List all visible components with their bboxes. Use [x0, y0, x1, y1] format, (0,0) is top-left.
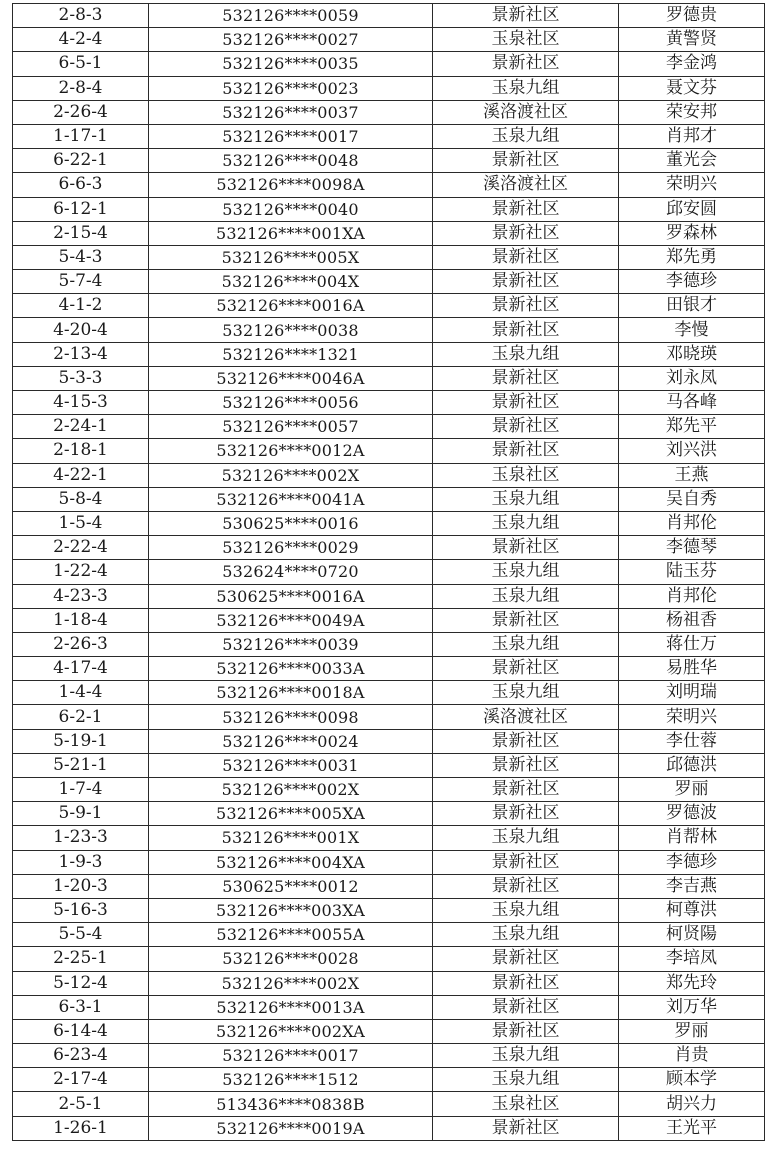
house-number-cell: 5-7-4 — [13, 270, 149, 294]
house-number-cell: 5-8-4 — [13, 487, 149, 511]
community-cell: 溪洛渡社区 — [433, 705, 619, 729]
id-number-cell: 532126****0029 — [149, 536, 433, 560]
table-row — [13, 124, 765, 148]
id-number-cell: 532126****0039 — [149, 632, 433, 656]
community-cell: 玉泉九组 — [433, 1068, 619, 1092]
table-row — [13, 4, 765, 28]
house-number-cell: 6-6-3 — [13, 173, 149, 197]
resident-name-cell: 李德珍 — [619, 270, 765, 294]
id-number-cell: 532126****0098 — [149, 705, 433, 729]
house-number-cell: 1-22-4 — [13, 560, 149, 584]
id-number-cell: 532126****0046A — [149, 366, 433, 390]
id-number-cell: 532126****005X — [149, 245, 433, 269]
house-number-cell: 1-7-4 — [13, 778, 149, 802]
resident-name-cell: 郑先平 — [619, 415, 765, 439]
id-number-cell: 532126****004X — [149, 270, 433, 294]
id-number-cell: 532126****0059 — [149, 4, 433, 28]
table-row — [13, 173, 765, 197]
table-row — [13, 149, 765, 173]
table-row — [13, 1044, 765, 1068]
id-number-cell: 532126****005XA — [149, 802, 433, 826]
id-number-cell: 530625****0012 — [149, 874, 433, 898]
table-row — [13, 608, 765, 632]
house-number-cell: 6-14-4 — [13, 1019, 149, 1043]
community-cell: 玉泉九组 — [433, 342, 619, 366]
id-number-cell: 532126****0055A — [149, 923, 433, 947]
resident-name-cell: 陆玉芬 — [619, 560, 765, 584]
resident-name-cell: 郑先勇 — [619, 245, 765, 269]
resident-name-cell: 刘万华 — [619, 995, 765, 1019]
community-cell: 景新社区 — [433, 270, 619, 294]
community-cell: 玉泉社区 — [433, 463, 619, 487]
community-cell: 玉泉九组 — [433, 584, 619, 608]
id-number-cell: 532126****0037 — [149, 100, 433, 124]
id-number-cell: 532126****004XA — [149, 850, 433, 874]
table-row — [13, 898, 765, 922]
residents-table — [12, 3, 765, 1141]
resident-name-cell: 刘明瑞 — [619, 681, 765, 705]
table-row — [13, 729, 765, 753]
id-number-cell: 532126****0016A — [149, 294, 433, 318]
resident-name-cell: 肖邦伦 — [619, 584, 765, 608]
id-number-cell: 530625****0016 — [149, 511, 433, 535]
table-row — [13, 826, 765, 850]
resident-name-cell: 李慢 — [619, 318, 765, 342]
id-number-cell: 532126****0023 — [149, 76, 433, 100]
id-number-cell: 532126****0048 — [149, 149, 433, 173]
community-cell: 景新社区 — [433, 753, 619, 777]
resident-name-cell: 李德琴 — [619, 536, 765, 560]
table-row — [13, 270, 765, 294]
house-number-cell: 1-23-3 — [13, 826, 149, 850]
id-number-cell: 532126****0049A — [149, 608, 433, 632]
id-number-cell: 532126****1321 — [149, 342, 433, 366]
table-row — [13, 294, 765, 318]
resident-name-cell: 邓晓瑛 — [619, 342, 765, 366]
community-cell: 景新社区 — [433, 415, 619, 439]
table-row — [13, 245, 765, 269]
id-number-cell: 532126****0038 — [149, 318, 433, 342]
id-number-cell: 530625****0016A — [149, 584, 433, 608]
house-number-cell: 1-17-1 — [13, 124, 149, 148]
id-number-cell: 532126****0057 — [149, 415, 433, 439]
resident-name-cell: 罗德贵 — [619, 4, 765, 28]
house-number-cell: 1-5-4 — [13, 511, 149, 535]
community-cell: 玉泉九组 — [433, 1044, 619, 1068]
house-number-cell: 2-22-4 — [13, 536, 149, 560]
house-number-cell: 5-3-3 — [13, 366, 149, 390]
resident-name-cell: 荣明兴 — [619, 173, 765, 197]
house-number-cell: 2-24-1 — [13, 415, 149, 439]
table-row — [13, 705, 765, 729]
table-row — [13, 221, 765, 245]
table-row — [13, 850, 765, 874]
house-number-cell: 4-1-2 — [13, 294, 149, 318]
table-row — [13, 463, 765, 487]
community-cell: 景新社区 — [433, 971, 619, 995]
community-cell: 玉泉九组 — [433, 560, 619, 584]
house-number-cell: 4-23-3 — [13, 584, 149, 608]
house-number-cell: 2-5-1 — [13, 1092, 149, 1116]
community-cell: 玉泉九组 — [433, 826, 619, 850]
id-number-cell: 532126****0017 — [149, 1044, 433, 1068]
house-number-cell: 2-26-3 — [13, 632, 149, 656]
house-number-cell: 5-19-1 — [13, 729, 149, 753]
resident-name-cell: 刘兴洪 — [619, 439, 765, 463]
community-cell: 景新社区 — [433, 366, 619, 390]
community-cell: 溪洛渡社区 — [433, 173, 619, 197]
id-number-cell: 532126****002X — [149, 778, 433, 802]
table-row — [13, 391, 765, 415]
house-number-cell: 5-4-3 — [13, 245, 149, 269]
table-row — [13, 778, 765, 802]
community-cell: 景新社区 — [433, 391, 619, 415]
community-cell: 景新社区 — [433, 149, 619, 173]
house-number-cell: 1-4-4 — [13, 681, 149, 705]
table-row — [13, 439, 765, 463]
resident-name-cell: 易胜华 — [619, 657, 765, 681]
house-number-cell: 4-22-1 — [13, 463, 149, 487]
table-row — [13, 100, 765, 124]
community-cell: 溪洛渡社区 — [433, 100, 619, 124]
resident-name-cell: 马各峰 — [619, 391, 765, 415]
community-cell: 景新社区 — [433, 536, 619, 560]
community-cell: 景新社区 — [433, 318, 619, 342]
community-cell: 景新社区 — [433, 995, 619, 1019]
id-number-cell: 532126****0018A — [149, 681, 433, 705]
community-cell: 景新社区 — [433, 439, 619, 463]
id-number-cell: 532126****0024 — [149, 729, 433, 753]
resident-name-cell: 荣安邦 — [619, 100, 765, 124]
table-row — [13, 995, 765, 1019]
table-row — [13, 947, 765, 971]
house-number-cell: 6-2-1 — [13, 705, 149, 729]
table-row — [13, 366, 765, 390]
community-cell: 玉泉九组 — [433, 76, 619, 100]
table-row — [13, 536, 765, 560]
resident-name-cell: 邱德洪 — [619, 753, 765, 777]
resident-name-cell: 田银才 — [619, 294, 765, 318]
house-number-cell: 5-12-4 — [13, 971, 149, 995]
table-row — [13, 1092, 765, 1116]
house-number-cell: 4-17-4 — [13, 657, 149, 681]
table-row — [13, 342, 765, 366]
table-row — [13, 753, 765, 777]
resident-name-cell: 罗森林 — [619, 221, 765, 245]
id-number-cell: 532126****0019A — [149, 1116, 433, 1140]
resident-name-cell: 肖邦才 — [619, 124, 765, 148]
table-row — [13, 1019, 765, 1043]
id-number-cell: 532126****0041A — [149, 487, 433, 511]
community-cell: 景新社区 — [433, 874, 619, 898]
house-number-cell: 2-8-4 — [13, 76, 149, 100]
community-cell: 玉泉九组 — [433, 923, 619, 947]
resident-name-cell: 李仕蓉 — [619, 729, 765, 753]
resident-name-cell: 肖邦伦 — [619, 511, 765, 535]
community-cell: 景新社区 — [433, 294, 619, 318]
house-number-cell: 4-15-3 — [13, 391, 149, 415]
community-cell: 景新社区 — [433, 729, 619, 753]
community-cell: 景新社区 — [433, 802, 619, 826]
community-cell: 玉泉九组 — [433, 487, 619, 511]
table-row — [13, 657, 765, 681]
house-number-cell: 2-15-4 — [13, 221, 149, 245]
community-cell: 玉泉社区 — [433, 1092, 619, 1116]
id-number-cell: 532126****002XA — [149, 1019, 433, 1043]
table-row — [13, 560, 765, 584]
resident-name-cell: 邱安圆 — [619, 197, 765, 221]
community-cell: 玉泉九组 — [433, 898, 619, 922]
resident-name-cell: 罗丽 — [619, 778, 765, 802]
house-number-cell: 6-5-1 — [13, 52, 149, 76]
table-row — [13, 802, 765, 826]
community-cell: 景新社区 — [433, 778, 619, 802]
house-number-cell: 2-26-4 — [13, 100, 149, 124]
id-number-cell: 532126****0017 — [149, 124, 433, 148]
id-number-cell: 532126****0031 — [149, 753, 433, 777]
resident-name-cell: 蒋仕万 — [619, 632, 765, 656]
table-row — [13, 1068, 765, 1092]
house-number-cell: 6-3-1 — [13, 995, 149, 1019]
house-number-cell: 1-18-4 — [13, 608, 149, 632]
table-row — [13, 28, 765, 52]
house-number-cell: 6-12-1 — [13, 197, 149, 221]
house-number-cell: 1-9-3 — [13, 850, 149, 874]
table-row — [13, 318, 765, 342]
table-row — [13, 415, 765, 439]
community-cell: 景新社区 — [433, 4, 619, 28]
resident-name-cell: 董光会 — [619, 149, 765, 173]
resident-name-cell: 罗德波 — [619, 802, 765, 826]
house-number-cell: 4-2-4 — [13, 28, 149, 52]
resident-name-cell: 罗丽 — [619, 1019, 765, 1043]
community-cell: 景新社区 — [433, 608, 619, 632]
id-number-cell: 532126****0098A — [149, 173, 433, 197]
community-cell: 玉泉九组 — [433, 511, 619, 535]
community-cell: 玉泉九组 — [433, 681, 619, 705]
resident-name-cell: 柯尊洪 — [619, 898, 765, 922]
id-number-cell: 532126****0013A — [149, 995, 433, 1019]
house-number-cell: 2-25-1 — [13, 947, 149, 971]
table-row — [13, 197, 765, 221]
table-row — [13, 1116, 765, 1140]
community-cell: 景新社区 — [433, 52, 619, 76]
id-number-cell: 532126****002X — [149, 463, 433, 487]
resident-name-cell: 荣明兴 — [619, 705, 765, 729]
community-cell: 景新社区 — [433, 947, 619, 971]
resident-name-cell: 李吉燕 — [619, 874, 765, 898]
id-number-cell: 513436****0838B — [149, 1092, 433, 1116]
resident-name-cell: 杨祖香 — [619, 608, 765, 632]
resident-name-cell: 柯贤陽 — [619, 923, 765, 947]
resident-name-cell: 吴自秀 — [619, 487, 765, 511]
id-number-cell: 532126****002X — [149, 971, 433, 995]
community-cell: 玉泉社区 — [433, 28, 619, 52]
community-cell: 景新社区 — [433, 657, 619, 681]
house-number-cell: 5-16-3 — [13, 898, 149, 922]
resident-name-cell: 肖贵 — [619, 1044, 765, 1068]
resident-name-cell: 聂文芬 — [619, 76, 765, 100]
table-row — [13, 584, 765, 608]
table-body — [13, 4, 765, 1141]
resident-name-cell: 李德珍 — [619, 850, 765, 874]
id-number-cell: 532126****0027 — [149, 28, 433, 52]
house-number-cell: 2-17-4 — [13, 1068, 149, 1092]
table-row — [13, 52, 765, 76]
table-row — [13, 971, 765, 995]
house-number-cell: 4-20-4 — [13, 318, 149, 342]
community-cell: 景新社区 — [433, 1019, 619, 1043]
house-number-cell: 2-13-4 — [13, 342, 149, 366]
house-number-cell: 5-9-1 — [13, 802, 149, 826]
table-row — [13, 487, 765, 511]
id-number-cell: 532126****0035 — [149, 52, 433, 76]
resident-name-cell: 王燕 — [619, 463, 765, 487]
id-number-cell: 532126****001X — [149, 826, 433, 850]
house-number-cell: 5-5-4 — [13, 923, 149, 947]
community-cell: 景新社区 — [433, 1116, 619, 1140]
table-row — [13, 632, 765, 656]
resident-name-cell: 肖帮林 — [619, 826, 765, 850]
id-number-cell: 532126****003XA — [149, 898, 433, 922]
resident-name-cell: 刘永凤 — [619, 366, 765, 390]
table-row — [13, 874, 765, 898]
community-cell: 玉泉九组 — [433, 632, 619, 656]
table-row — [13, 76, 765, 100]
house-number-cell: 6-23-4 — [13, 1044, 149, 1068]
house-number-cell: 2-8-3 — [13, 4, 149, 28]
id-number-cell: 532126****001XA — [149, 221, 433, 245]
resident-name-cell: 胡兴力 — [619, 1092, 765, 1116]
community-cell: 景新社区 — [433, 245, 619, 269]
community-cell: 玉泉九组 — [433, 124, 619, 148]
id-number-cell: 532126****0028 — [149, 947, 433, 971]
id-number-cell: 532126****0056 — [149, 391, 433, 415]
community-cell: 景新社区 — [433, 197, 619, 221]
house-number-cell: 2-18-1 — [13, 439, 149, 463]
resident-name-cell: 郑先玲 — [619, 971, 765, 995]
resident-name-cell: 李金鸿 — [619, 52, 765, 76]
id-number-cell: 532126****0012A — [149, 439, 433, 463]
table-row — [13, 511, 765, 535]
community-cell: 景新社区 — [433, 850, 619, 874]
resident-name-cell: 黄警贤 — [619, 28, 765, 52]
house-number-cell: 1-26-1 — [13, 1116, 149, 1140]
id-number-cell: 532126****0033A — [149, 657, 433, 681]
id-number-cell: 532126****1512 — [149, 1068, 433, 1092]
table-row — [13, 923, 765, 947]
community-cell: 景新社区 — [433, 221, 619, 245]
id-number-cell: 532624****0720 — [149, 560, 433, 584]
house-number-cell: 5-21-1 — [13, 753, 149, 777]
id-number-cell: 532126****0040 — [149, 197, 433, 221]
resident-name-cell: 李培凤 — [619, 947, 765, 971]
table-row — [13, 681, 765, 705]
resident-name-cell: 王光平 — [619, 1116, 765, 1140]
house-number-cell: 1-20-3 — [13, 874, 149, 898]
resident-name-cell: 顾本学 — [619, 1068, 765, 1092]
house-number-cell: 6-22-1 — [13, 149, 149, 173]
